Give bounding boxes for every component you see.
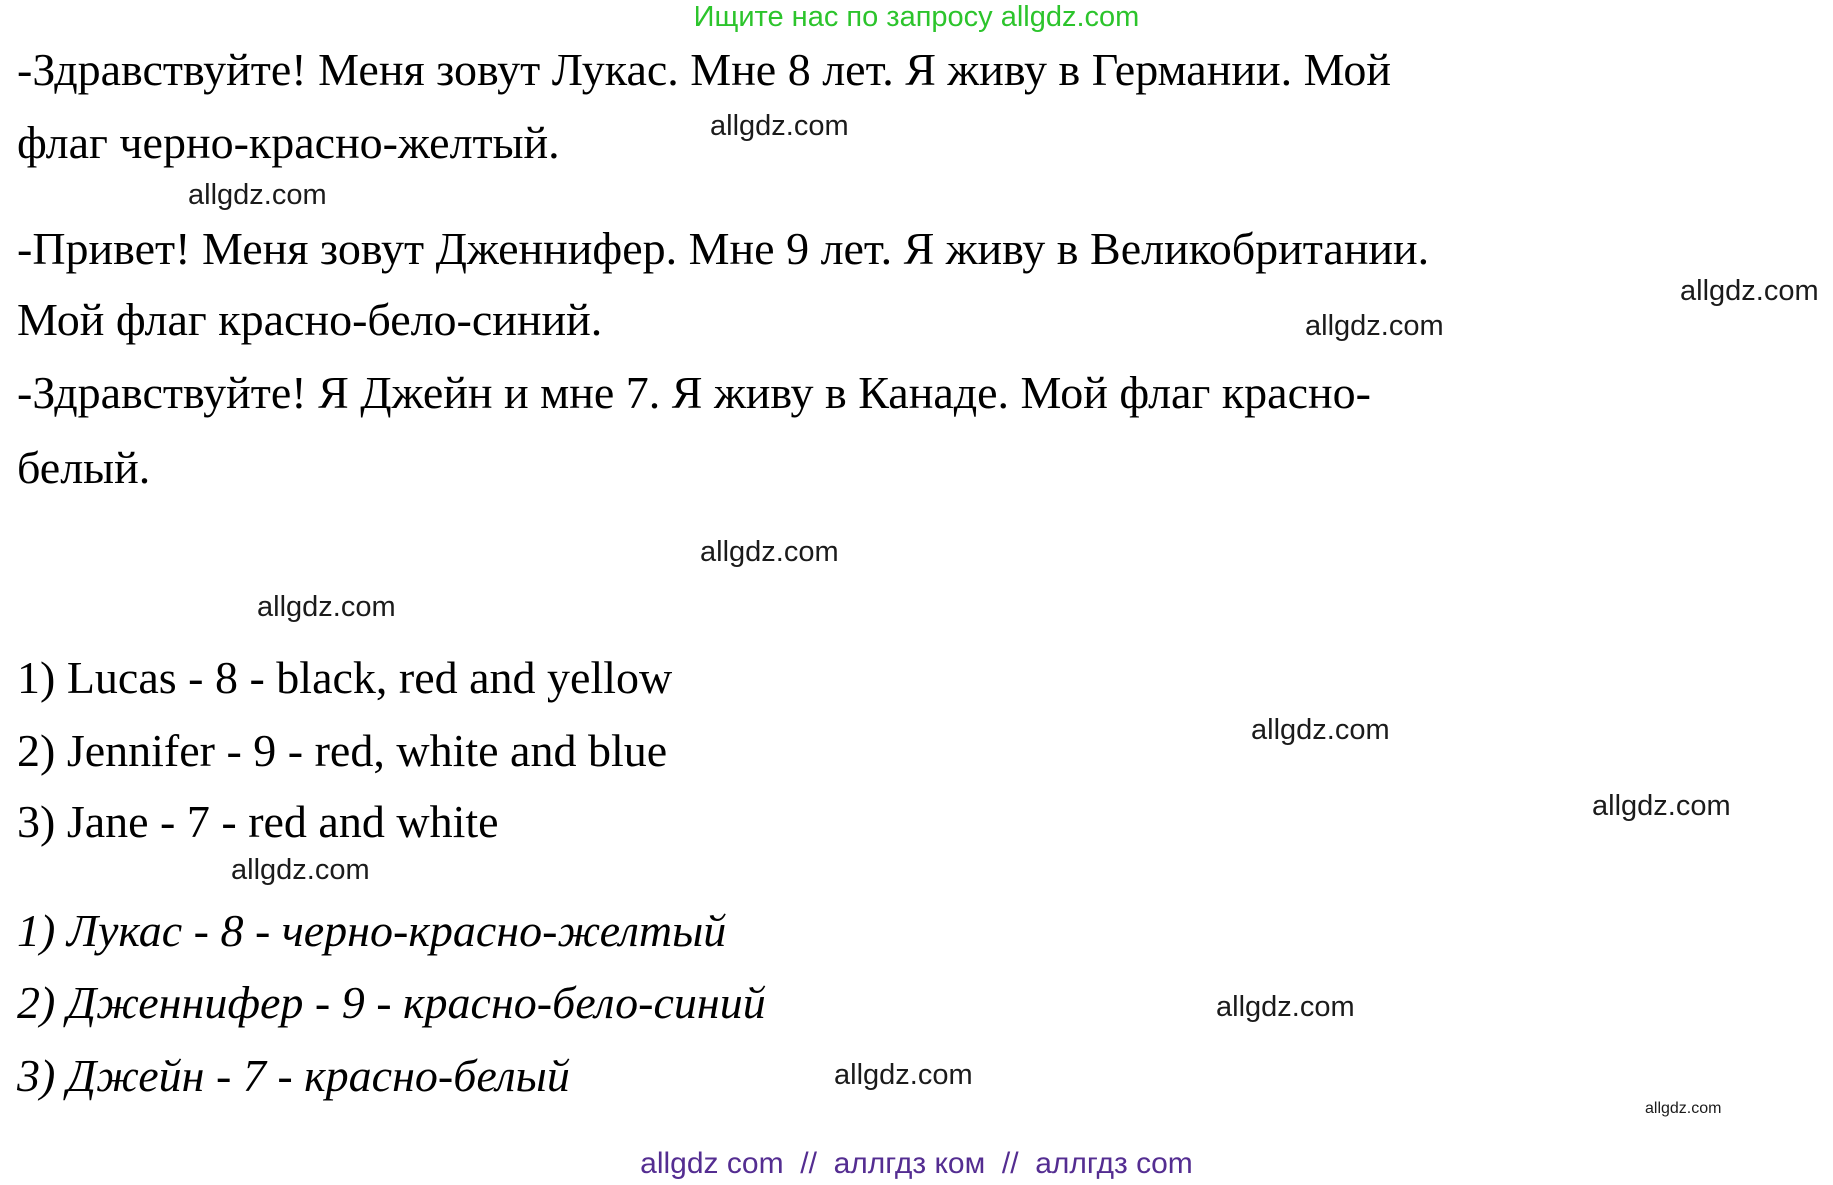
watermark-allgdz-6: allgdz.com [257,591,396,623]
text-line-10: 1) Лукас - 8 - черно-красно-желтый [17,905,727,956]
watermark-allgdz-5: allgdz.com [700,536,839,568]
watermark-allgdz-10: allgdz.com [1216,991,1355,1023]
text-line-12: 3) Джейн - 7 - красно-белый [17,1050,570,1101]
watermark-allgdz-3: allgdz.com [1680,275,1819,307]
text-line-3: -Привет! Меня зовут Дженнифер. Мне 9 лет. Я живу в Великобритании. [17,223,1430,274]
text-line-5: -Здравствуйте! Я Джейн и мне 7. Я живу в Канаде. Мой флаг красно- [17,367,1371,418]
promo-header: Ищите нас по запросу allgdz.com [693,1,1140,33]
text-line-7: 1) Lucas - 8 - black, red and yellow [17,652,673,703]
watermark-allgdz-9: allgdz.com [231,854,370,886]
text-line-6: белый. [17,442,151,493]
text-line-4: Мой флаг красно-бело-синий. [17,294,603,345]
watermark-allgdz-1: allgdz.com [710,110,849,142]
text-line-2: флаг черно-красно-желтый. [17,117,560,168]
watermark-allgdz-7: allgdz.com [1251,714,1390,746]
text-line-9: 3) Jane - 7 - red and white [17,796,499,847]
promo-footer: allgdz com // аллгдз ком // аллгдз com [640,1147,1193,1180]
text-line-8: 2) Jennifer - 9 - red, white and blue [17,725,668,776]
watermark-allgdz-8: allgdz.com [1592,790,1731,822]
watermark-allgdz-4: allgdz.com [1305,310,1444,342]
watermark-allgdz-12: allgdz.com [1645,1100,1722,1117]
watermark-allgdz-11: allgdz.com [834,1059,973,1091]
text-line-11: 2) Дженнифер - 9 - красно-бело-синий [17,977,766,1028]
text-line-1: -Здравствуйте! Меня зовут Лукас. Мне 8 лет. Я живу в Германии. Мой [17,44,1391,95]
watermark-allgdz-2: allgdz.com [188,179,327,211]
